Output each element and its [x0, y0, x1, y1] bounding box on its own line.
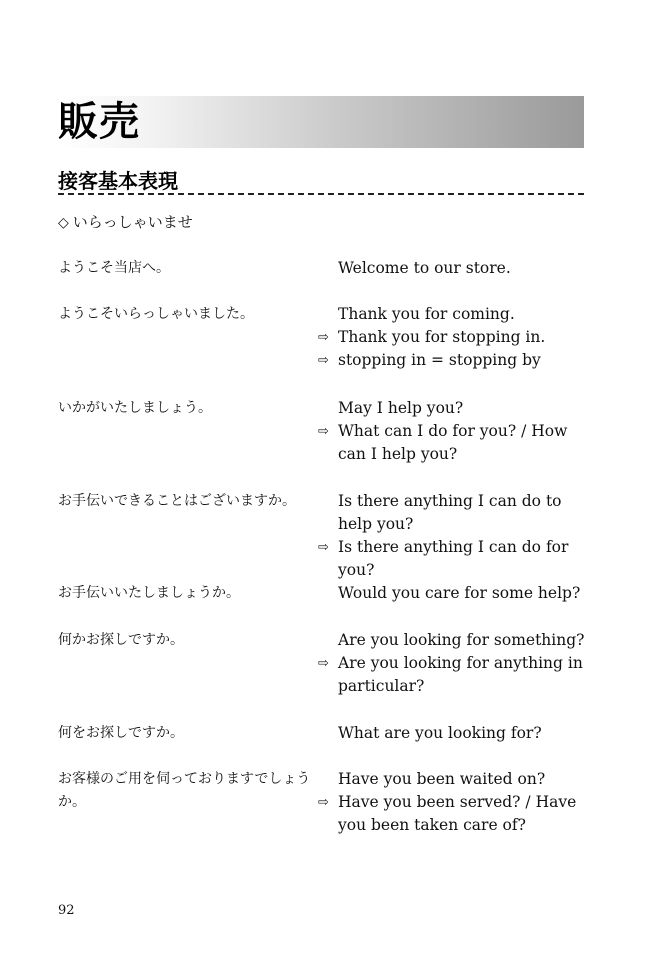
phrase-alt: Thank you for stopping in.	[338, 328, 546, 346]
phrase-en: Would you care for some help?	[338, 584, 581, 602]
phrase-jp: お客様のご用を伺っておりますでしょうか。	[58, 771, 311, 810]
phrase-alt: Have you been served? / Have you been taken care of?	[338, 793, 577, 834]
phrase-alt: stopping in = stopping by	[338, 351, 541, 369]
phrase-en: Is there anything I can do to help you?	[338, 492, 562, 533]
arrow-icon: ⇨	[318, 353, 329, 368]
phrase-en: May I help you?	[338, 399, 464, 417]
phrase-en: Have you been waited on?	[338, 770, 546, 788]
dashed-divider	[58, 193, 584, 195]
phrase-en: Thank you for coming.	[338, 305, 515, 323]
phrase-jp: ようこそいらっしゃいました。	[58, 306, 254, 322]
subsection-heading	[58, 211, 193, 232]
subsection-label: いらっしゃいませ	[72, 213, 193, 231]
phrase-alt: What can I do for you? / How can I help you?	[338, 422, 568, 463]
phrase-alt: Are you looking for anything in particular?	[338, 654, 583, 695]
arrow-icon: ⇨	[318, 795, 329, 810]
phrase-en: What are you looking for?	[338, 724, 542, 742]
page-number: 92	[58, 903, 75, 918]
phrase-jp: ようこそ当店へ。	[58, 260, 170, 276]
diamond-icon: ◇	[58, 215, 69, 231]
arrow-icon: ⇨	[318, 330, 329, 345]
phrase-en: Welcome to our store.	[338, 259, 511, 277]
arrow-icon: ⇨	[318, 540, 329, 555]
section-title: 接客基本表現	[58, 169, 178, 193]
arrow-icon: ⇨	[318, 424, 329, 439]
phrase-jp: お手伝いできることはございますか。	[58, 493, 296, 509]
arrow-icon: ⇨	[318, 656, 329, 671]
chapter-title: 販売	[58, 99, 140, 145]
phrase-jp: 何をお探しですか。	[58, 725, 184, 741]
phrase-alt: Is there anything I can do for you?	[338, 538, 569, 579]
phrase-jp: いかがいたしましょう。	[58, 400, 212, 416]
phrase-jp: 何かお探しですか。	[58, 632, 184, 648]
phrase-jp: お手伝いいたしましょうか。	[58, 585, 240, 601]
phrase-en: Are you looking for something?	[338, 631, 585, 649]
